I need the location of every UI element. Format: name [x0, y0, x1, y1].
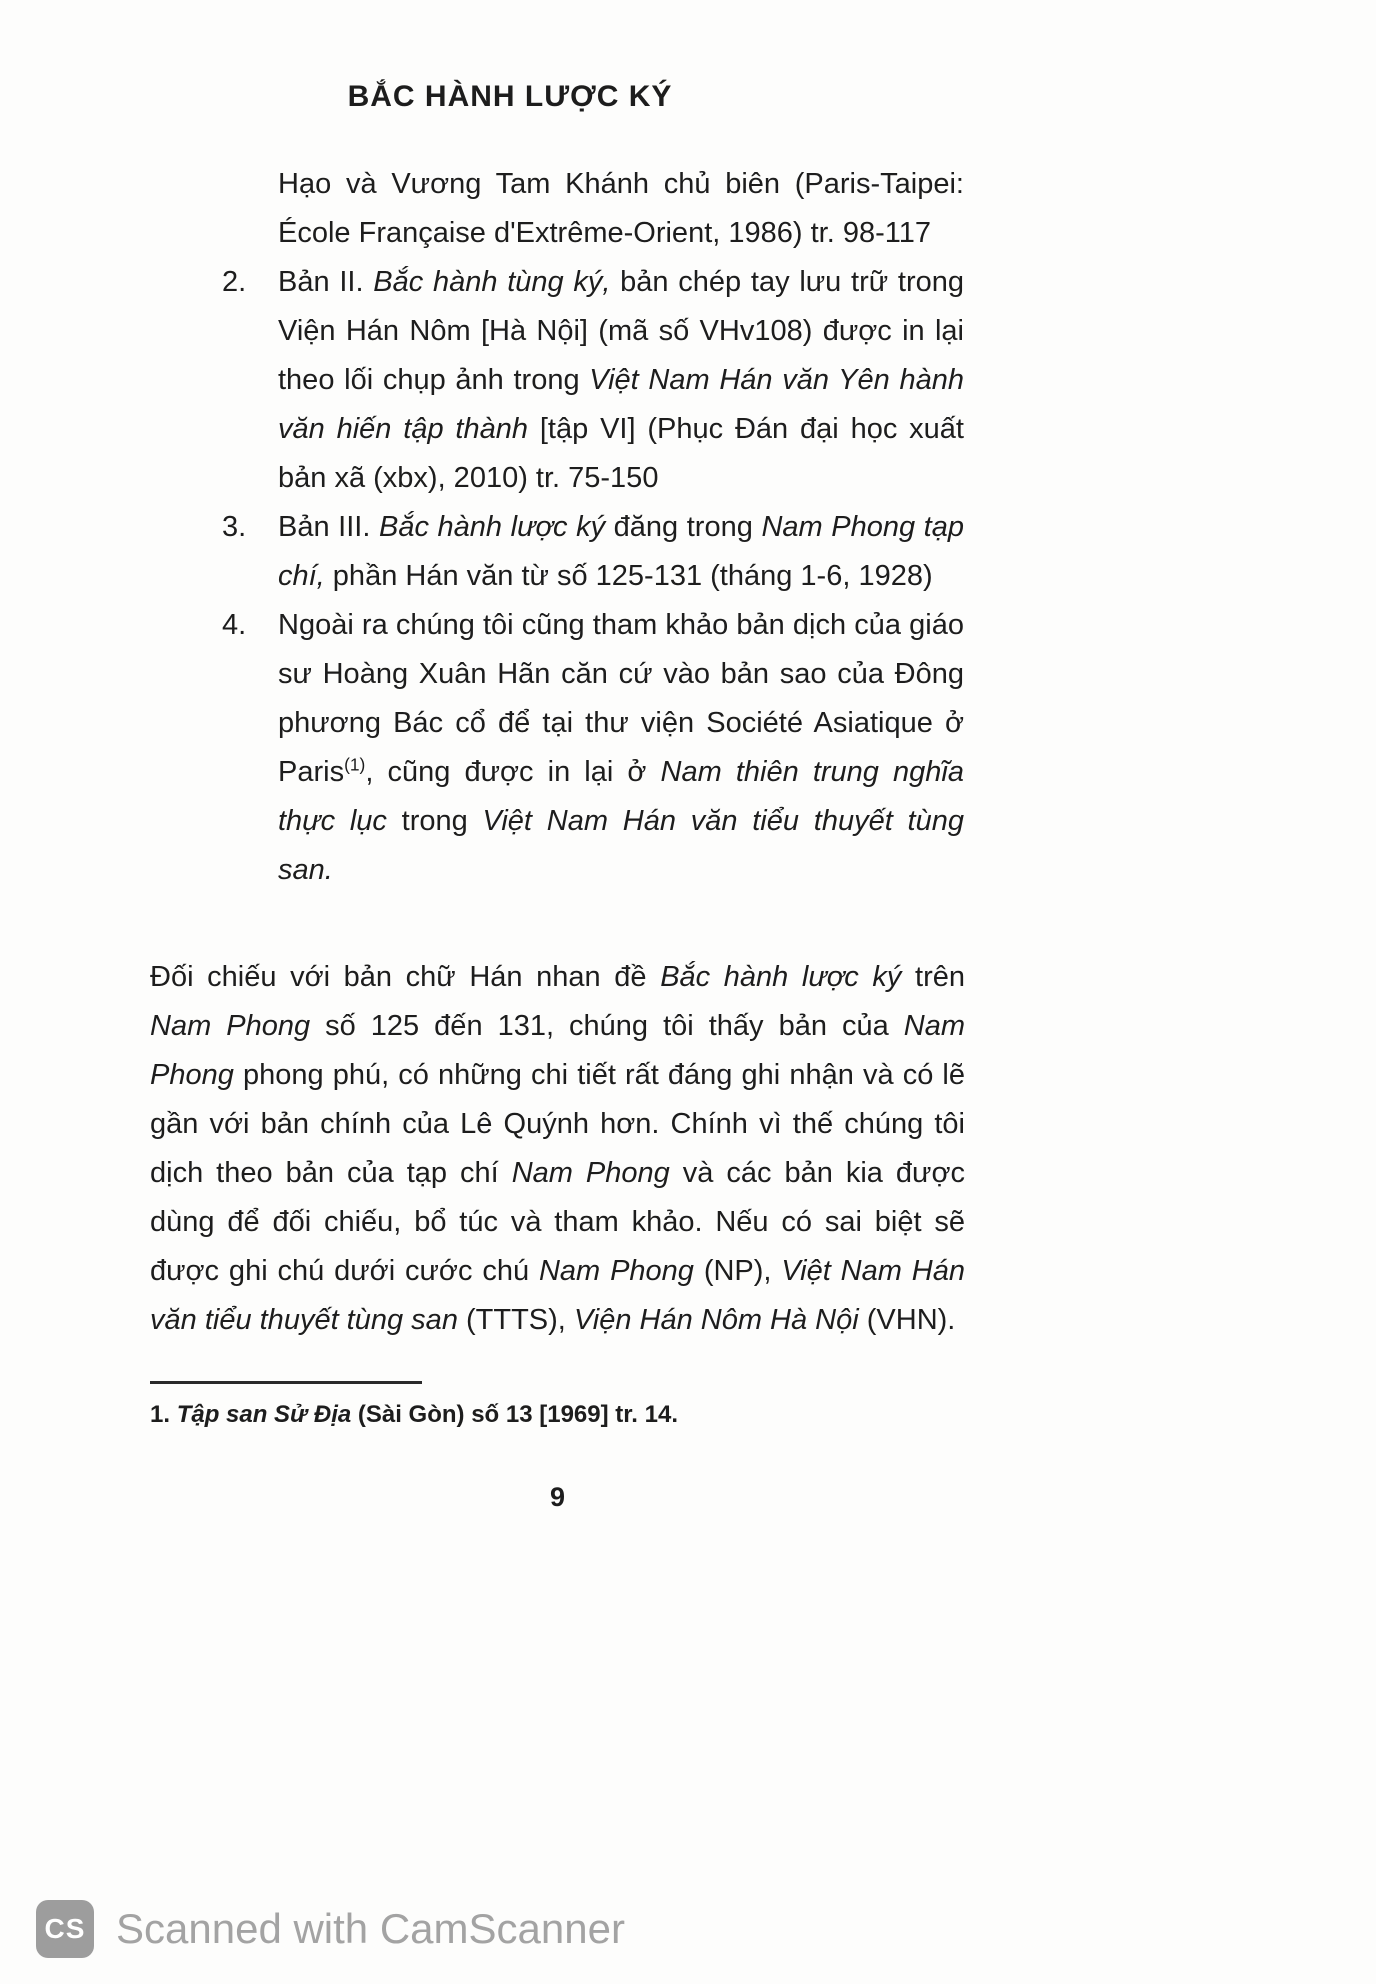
reference-item-1	[222, 160, 964, 258]
reference-item-2	[222, 258, 964, 503]
camscanner-logo-icon	[36, 1900, 94, 1958]
camscanner-logo-text: CS	[44, 1913, 86, 1944]
list-item-text: Bản III. Bắc hành lược ký đăng trong Nam Phong tạp chí, phần Hán văn từ số 125-131 (tháng 1-6, 1928)	[278, 511, 964, 592]
page-number: 9	[549, 1482, 566, 1512]
footnote-divider	[150, 1381, 422, 1384]
list-item-number	[222, 160, 278, 258]
page-title: BẮC HÀNH LƯỢC KÝ	[347, 80, 673, 113]
reference-item-4	[222, 601, 964, 895]
body-paragraph: Đối chiếu với bản chữ Hán nhan đề Bắc hành lược ký trên Nam Phong số 125 đến 131, chúng tôi thấy bản của Nam Phong phong phú, có những chi tiết rất đáng ghi nhận và có lẽ gần với bản chính của Lê Quýnh hơn. Chính vì thế chúng tôi dịch theo bản của tạp chí Nam Phong và các bản kia được dùng để đối chiếu, bổ túc và tham khảo. Nếu có sai biệt sẽ được ghi chú dưới cước chú Nam Phong (NP), Việt Nam Hán văn tiểu thuyết tùng san (TTTS), Viện Hán Nôm Hà Nội (VHN).	[150, 961, 965, 1336]
list-item-number: 4.	[222, 609, 247, 641]
reference-item-3	[222, 503, 964, 601]
footnote: 1. Tập san Sử Địa (Sài Gòn) số 13 [1969] tr. 14.	[150, 1401, 678, 1428]
list-item-text: Hạo và Vương Tam Khánh chủ biên (Paris-Taipei: École Française d'Extrême-Orient, 1986) tr. 98-117	[278, 168, 964, 249]
list-item-number: 3.	[222, 511, 247, 543]
camscanner-text: Scanned with CamScanner	[116, 1905, 625, 1952]
list-item-text: Ngoài ra chúng tôi cũng tham khảo bản dịch của giáo sư Hoàng Xuân Hãn căn cứ vào bản sao của Đông phương Bác cổ để tại thư viện Société Asiatique ở Paris$^{(1)}$, cũng được in lại ở Nam thiên trung nghĩa thực lục trong Việt Nam Hán văn tiểu thuyết tùng san.	[278, 609, 964, 886]
reference-list	[222, 160, 964, 895]
camscanner-watermark	[36, 1900, 625, 1958]
list-item-number: 2.	[222, 266, 247, 298]
list-item-text: Bản II. Bắc hành tùng ký, bản chép tay lưu trữ trong Viện Hán Nôm [Hà Nội] (mã số VHv108) được in lại theo lối chụp ảnh trong Việt Nam Hán văn Yên hành văn hiến tập thành [tập VI] (Phục Đán đại học xuất bản xã (xbx), 2010) tr. 75-150	[278, 266, 965, 494]
page-content	[150, 160, 965, 1513]
